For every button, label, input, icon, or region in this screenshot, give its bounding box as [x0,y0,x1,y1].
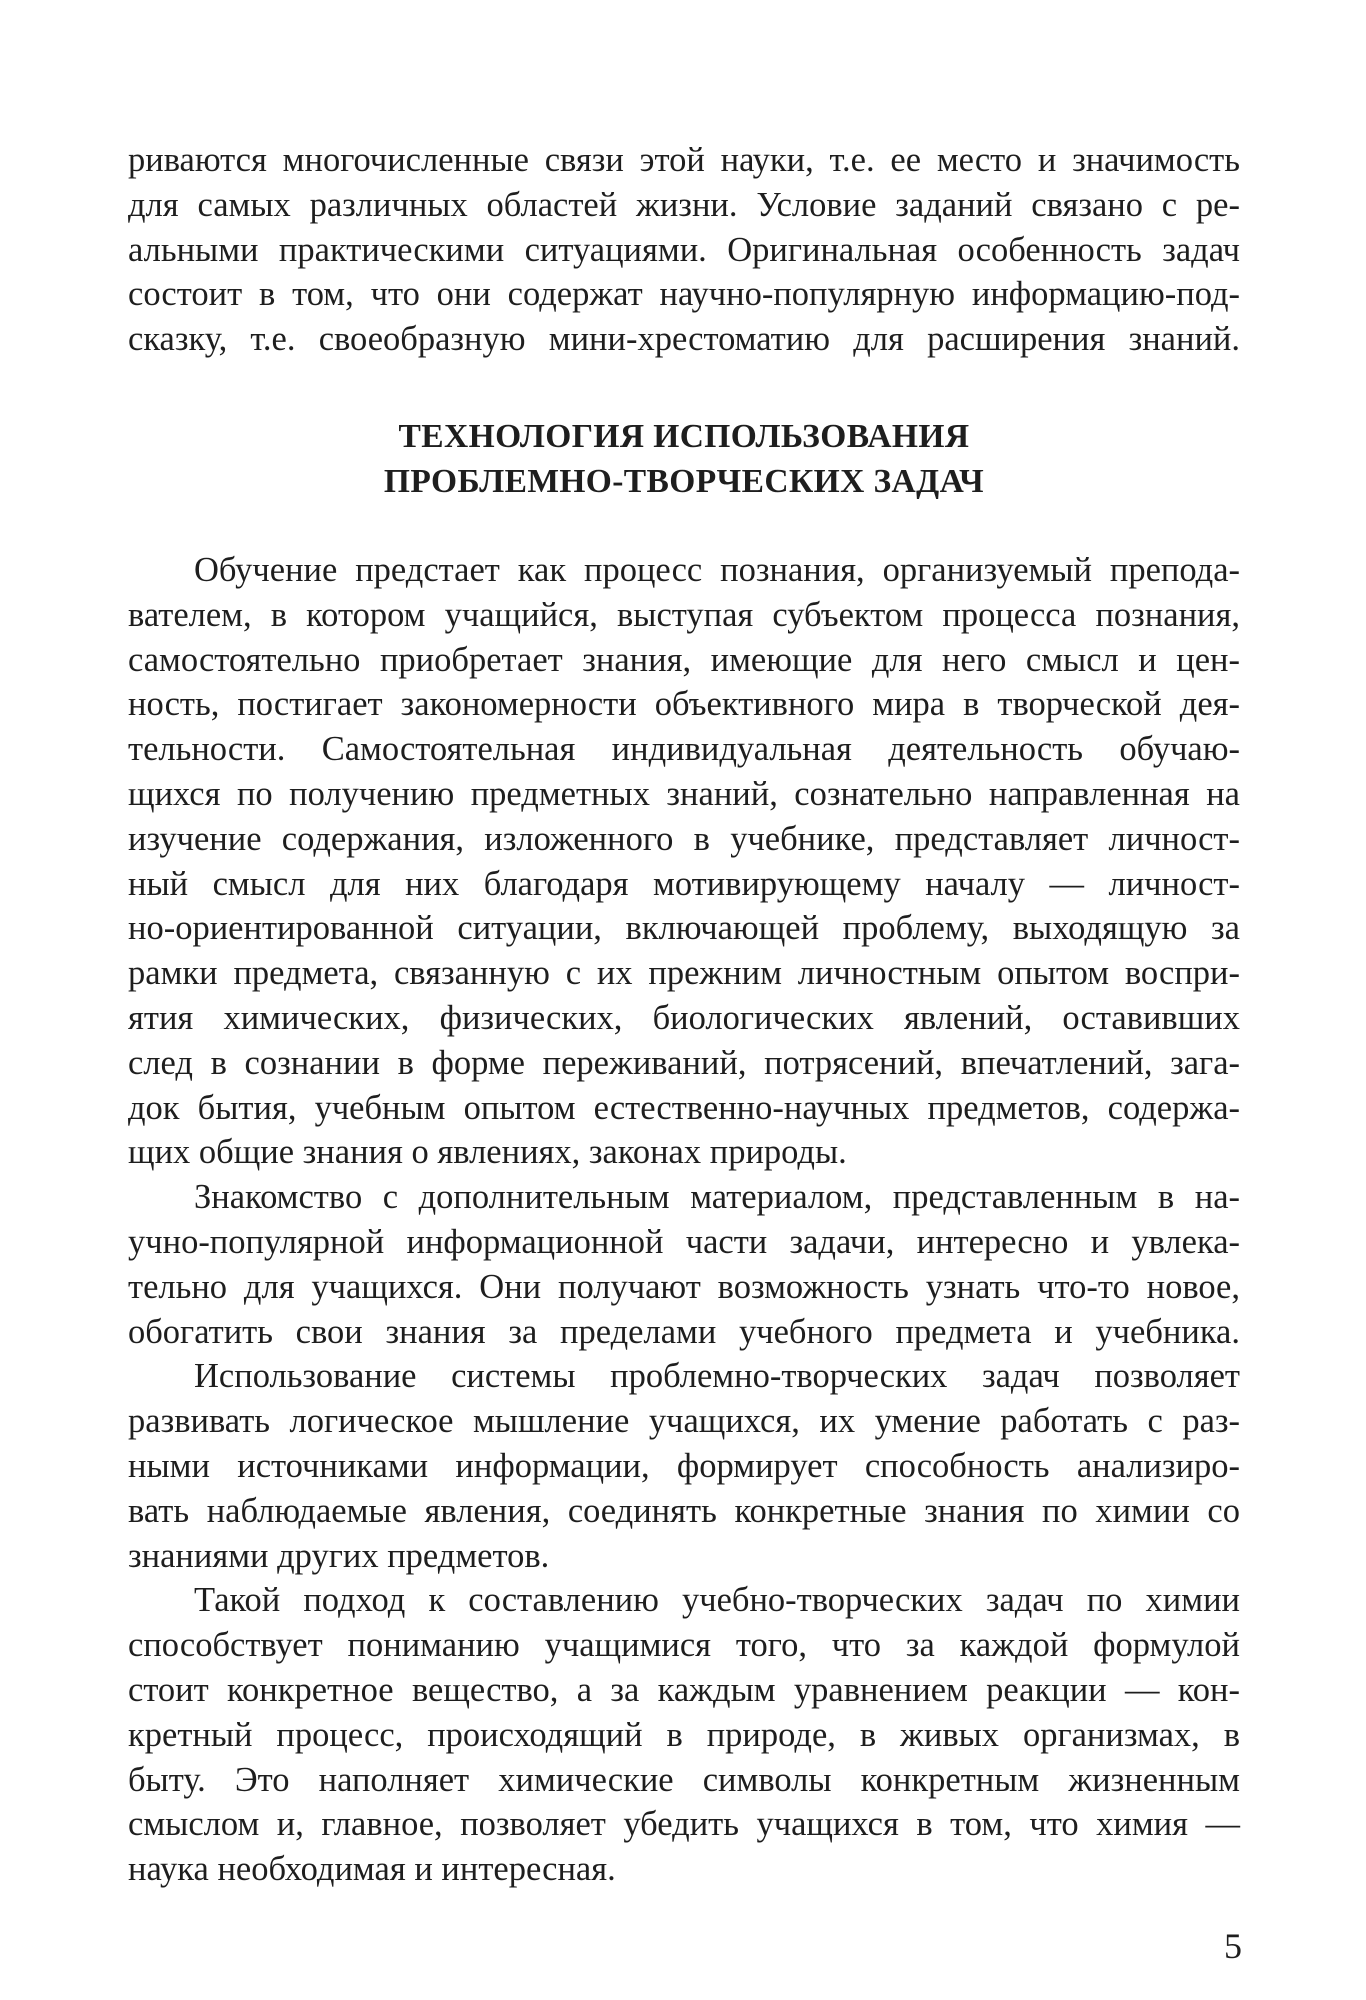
text-line: сказку, т.е. своеобразную мини-хрестоматию для расширения знаний. [128,320,1240,359]
text-line: смыслом и, главное, позволяет убедить учащихся в том, что химия — [128,1805,1240,1844]
paragraph-approach [128,1578,1240,1892]
text-line: ятия химических, физических, биологических явлений, оставивших [128,998,1240,1037]
section-heading-line-2: ПРОБЛЕМНО-ТВОРЧЕСКИХ ЗАДАЧ [383,462,985,500]
text-line: ный смысл для них благодаря мотивирующему началу — личност- [128,864,1240,903]
text-line: риваются многочисленные связи этой науки, т.е. ее место и значимость [128,141,1240,179]
text-line: развивать логическое мышление учащихся, их умение работать с раз- [128,1402,1240,1441]
text-line: кретный процесс, происходящий в природе, в живых организмах, в [128,1715,1240,1754]
text-line: щих общие знания о явлениях, законах природы. [128,1133,847,1172]
text-line: наука необходимая и интересная. [128,1850,616,1889]
paragraph-additional-material [128,1175,1240,1354]
text-line: быту. Это наполняет химические символы конкретным жизненным [128,1760,1240,1799]
page-body [128,138,1240,1892]
text-line: стоит конкретное вещество, а за каждым уравнением реакции — кон- [128,1670,1240,1709]
page-number: 5 [1224,1926,1242,1966]
text-line: ными источниками информации, формирует способность анализиро- [128,1446,1240,1485]
text-line: Такой подход к составлению учебно-творческих задач по химии [194,1581,1240,1620]
text-line: знаниями других предметов. [128,1536,550,1575]
text-line: самостоятельно приобретает знания, имеющие для него смысл и цен- [128,640,1240,679]
paragraph-learning-process [128,548,1240,1175]
text-line: Использование системы проблемно-творческих задач позволяет [194,1357,1240,1396]
text-line: Обучение предстает как процесс познания, организуемый препода- [194,550,1240,589]
paragraph-task-system [128,1354,1240,1578]
text-line: вать наблюдаемые явления, соединять конкретные знания по химии со [128,1491,1240,1530]
text-line: обогатить свои знания за пределами учебного предмета и учебника. [128,1312,1240,1351]
text-line: для самых различных областей жизни. Условие заданий связано с ре- [128,185,1240,224]
text-line: Знакомство с дополнительным материалом, представленным в на- [194,1178,1240,1217]
text-line: вателем, в котором учащийся, выступая субъектом процесса познания, [128,595,1240,634]
section-heading-line-1: ТЕХНОЛОГИЯ ИСПОЛЬЗОВАНИЯ [398,417,970,455]
text-line: альными практическими ситуациями. Оригинальная особенность задач [128,230,1240,269]
text-line: след в сознании в форме переживаний, потрясений, впечатлений, зага- [128,1043,1240,1082]
text-line: но-ориентированной ситуации, включающей проблему, выходящую за [128,909,1240,948]
text-line: рамки предмета, связанную с их прежним личностным опытом воспри- [128,954,1240,993]
text-line: ность, постигает закономерности объективного мира в творческой дея- [128,685,1240,724]
section-heading [128,414,1240,504]
text-line: щихся по получению предметных знаний, сознательно направленная на [128,774,1240,813]
text-line: изучение содержания, изложенного в учебнике, представляет личност- [128,819,1240,858]
text-line: состоит в том, что они содержат научно-популярную информацию-под- [128,275,1240,314]
intro-paragraph [128,138,1240,362]
text-line: тельно для учащихся. Они получают возможность узнать что-то новое, [128,1267,1240,1306]
text-line: учно-популярной информационной части задачи, интересно и увлека- [128,1222,1240,1261]
text-line: док бытия, учебным опытом естественно-научных предметов, содержа- [128,1088,1240,1127]
text-line: тельности. Самостоятельная индивидуальная деятельность обучаю- [128,730,1240,769]
text-line: способствует пониманию учащимися того, что за каждой формулой [128,1626,1240,1665]
